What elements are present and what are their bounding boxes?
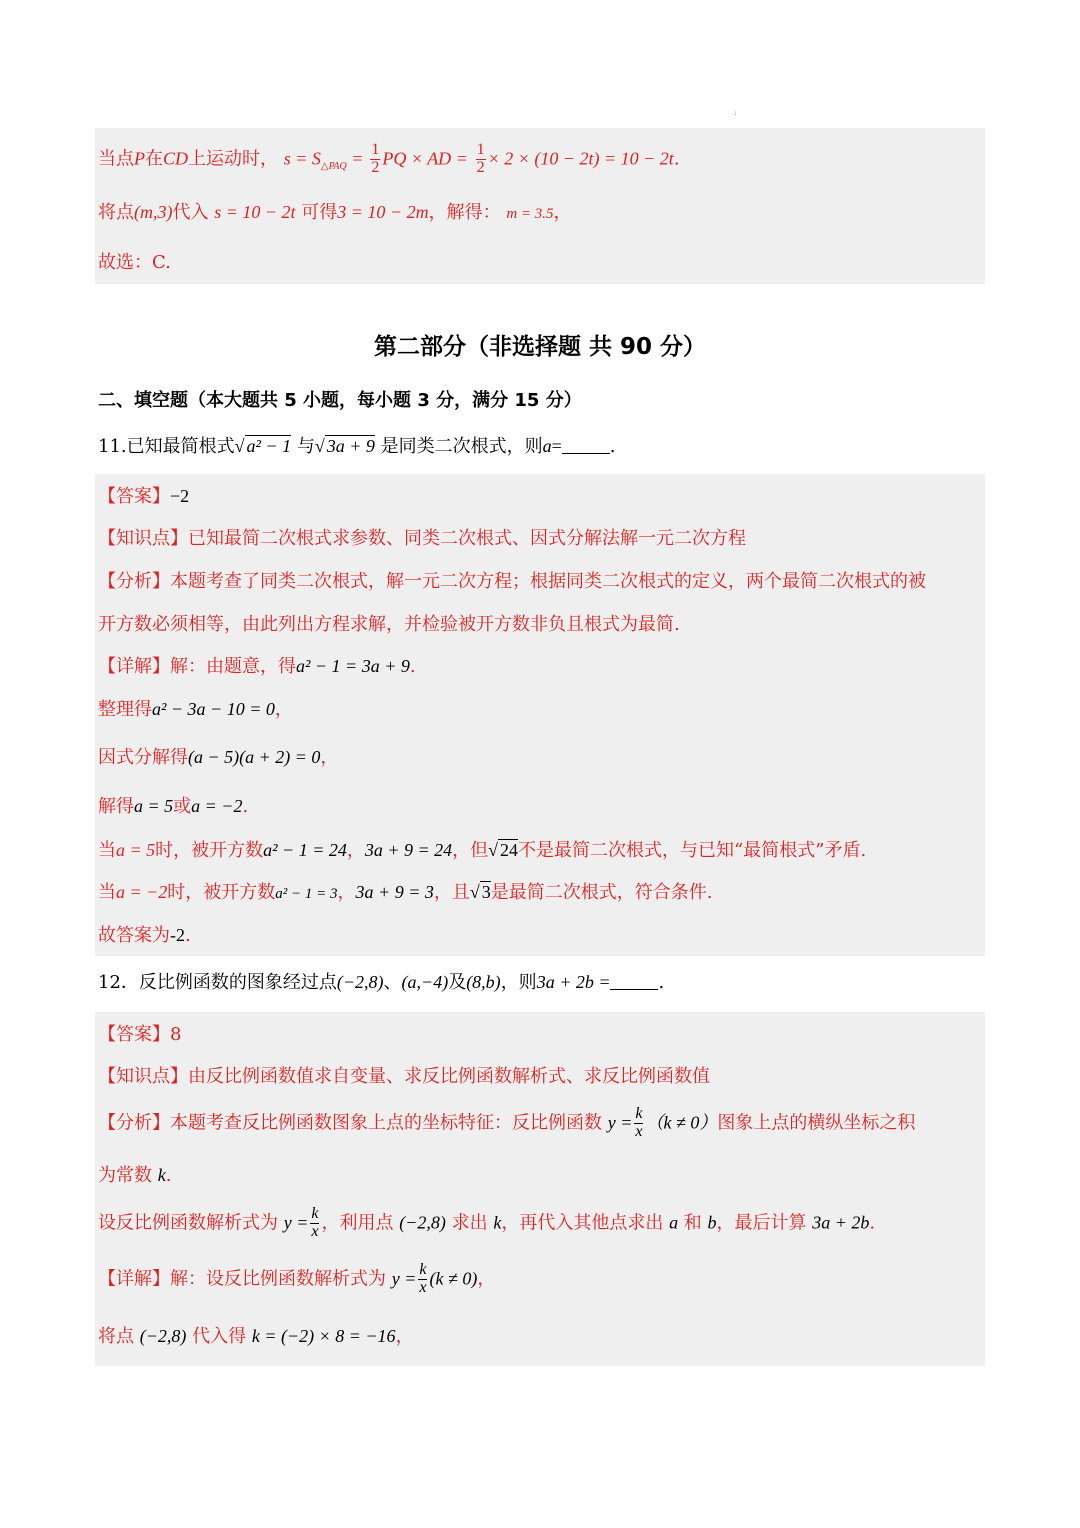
text: 上运动时， [188, 148, 279, 170]
frac-den: 2 [371, 158, 380, 176]
frac-num: 1 [371, 141, 380, 158]
text: ，解得： [428, 202, 501, 223]
frac-den: 2 [476, 158, 485, 176]
a11-answer [98, 486, 189, 508]
tag: 【知识点】 [98, 528, 188, 549]
answer-tag: 【答案】 [98, 486, 170, 507]
math: a² − 1 = 3a + 9 [296, 656, 410, 676]
a12-detail [98, 1262, 495, 1297]
frac-den: x [419, 1278, 427, 1296]
text: 解：由题意，得 [170, 656, 296, 677]
text: ，则 [500, 972, 537, 993]
text: 、 [383, 972, 402, 993]
text: . [242, 796, 249, 817]
math: y = [607, 1112, 633, 1133]
math: (8,b) [466, 972, 501, 992]
text: ， [274, 699, 293, 720]
text: 设反比例函数解析式为 [98, 1212, 278, 1234]
text: 故答案为 [98, 925, 170, 946]
a11-step-1 [98, 699, 293, 721]
a11-knowledge [98, 528, 746, 550]
frac-num: k [419, 1261, 427, 1278]
question-12 [98, 972, 664, 994]
radicand: 24 [500, 840, 519, 860]
math: (k ≠ 0) [429, 1268, 478, 1289]
a11-step-3 [98, 796, 248, 818]
text: 或 [173, 796, 192, 817]
page-mark: : [734, 108, 737, 117]
text: . [165, 1165, 172, 1186]
text: ，但 [452, 840, 489, 861]
sqrt-icon: √ [314, 436, 325, 456]
text: ， [477, 1268, 496, 1290]
a11-analysis-1 [98, 571, 926, 593]
frac-den: x [311, 1222, 319, 1240]
math: a² − 1 = 3 [275, 886, 338, 902]
text: 时，被开方数 [155, 840, 264, 861]
tag: 【详解】 [98, 1268, 170, 1290]
radicand: 3 [481, 882, 491, 902]
math: a = 5 [134, 796, 174, 816]
text: 代入 [172, 202, 209, 223]
math: a [669, 1212, 679, 1233]
text: . [409, 656, 416, 677]
a11-step-2 [98, 747, 338, 769]
math: = [352, 148, 363, 169]
section-heading: 二、填空题（本大题共 5 小题，每小题 3 分，满分 15 分） [98, 390, 582, 411]
text: 12．反比例函数的图象经过点 [98, 972, 337, 993]
a11-analysis-2: 开方数必须相等，由此列出方程求解，并检验被开方数非负且根式为最简. [98, 614, 680, 635]
text: 整理得 [98, 699, 152, 720]
text: 求出 [451, 1212, 488, 1234]
text: 时，被开方数 [167, 882, 276, 903]
text: ，最后计算 [716, 1212, 807, 1234]
math: k [157, 1165, 166, 1185]
text: ，且 [433, 882, 470, 903]
text: ， [320, 747, 339, 768]
math: b [707, 1212, 717, 1233]
math: (a,−4) [401, 972, 449, 992]
a12-analysis-2 [98, 1165, 171, 1187]
answer-tag: 【答案】 [98, 1024, 170, 1045]
answer-value: 8 [170, 1024, 182, 1045]
tag: 【知识点】 [98, 1066, 188, 1087]
math: s = S [283, 148, 321, 169]
text: 代入得 [192, 1326, 247, 1347]
text: 由反比例函数值求自变量、求反比例函数解析式、求反比例函数值 [188, 1066, 710, 1087]
frac-num: k [311, 1205, 319, 1222]
text: . [673, 148, 680, 170]
math: (−2,8) [139, 1326, 187, 1346]
text: 和 [683, 1212, 702, 1234]
radicand: a² − 1 [246, 436, 292, 456]
math: = [551, 436, 562, 456]
math: (−2,8) [336, 972, 384, 992]
math: 3a + 2b = [536, 972, 611, 992]
math: y = [391, 1268, 417, 1289]
text: ，利用点 [321, 1212, 394, 1234]
math: × 2 × (10 − 2t) = 10 − 2t [487, 148, 674, 169]
text: 不是最简二次根式，与已知“最简根式”矛盾. [518, 840, 867, 861]
part-heading: 第二部分（非选择题 共 90 分） [373, 334, 707, 360]
text: ，再代入其他点求出 [501, 1212, 664, 1234]
text: 当 [98, 882, 116, 903]
a11-step-5 [98, 882, 712, 904]
text: 图象上点的横纵坐标之积 [717, 1112, 916, 1134]
fraction [310, 1206, 319, 1241]
text: 本题考查反比例函数图象上点的坐标特征：反比例函数 [170, 1112, 602, 1134]
math: (m,3) [134, 202, 173, 222]
frac-num: k [635, 1105, 643, 1122]
tag: 【分析】 [98, 1112, 170, 1134]
text: 将点 [98, 1326, 134, 1347]
answer-value: −2 [170, 486, 190, 506]
math: k [493, 1212, 502, 1233]
question-11 [98, 436, 615, 458]
text: 当点 [98, 148, 134, 170]
math: a [542, 436, 552, 456]
sqrt-icon: √ [469, 882, 480, 902]
text: 是最简二次根式，符合条件. [490, 882, 713, 903]
math: （k ≠ 0） [645, 1112, 718, 1133]
math: (a − 5)(a + 2) = 0 [188, 747, 321, 767]
fraction [370, 142, 380, 177]
math: P [134, 148, 145, 169]
math: y = [283, 1212, 309, 1233]
radicand: 3a + 9 [326, 436, 375, 456]
fraction [418, 1262, 427, 1297]
math: 3a + 9 = 3 [355, 882, 434, 902]
math-sub: △PAQ [320, 160, 347, 172]
a11-step-6 [98, 925, 191, 947]
frac-den: x [635, 1122, 643, 1140]
tag: 【分析】 [98, 571, 170, 592]
fraction [476, 142, 486, 177]
text: 与 [296, 436, 315, 457]
math: CD [163, 148, 189, 169]
a12-answer [98, 1024, 181, 1046]
text: ， [346, 840, 365, 861]
tag: 【详解】 [98, 656, 170, 677]
math: 3a + 9 = 24 [364, 840, 453, 860]
sqrt-icon: √ [488, 840, 499, 860]
text: 本题考查了同类二次根式，解一元二次方程；根据同类二次根式的定义，两个最简二次根式的被 [170, 571, 926, 592]
math: -2 [170, 925, 185, 945]
text: . [185, 925, 191, 946]
text: ， [337, 882, 356, 903]
math: 3 = 10 − 2m [337, 202, 429, 222]
text: . [869, 1212, 876, 1234]
a11-step-4 [98, 840, 866, 862]
text: ， [395, 1326, 414, 1347]
text: . [609, 436, 616, 457]
a12-analysis-1 [98, 1106, 915, 1141]
text: 及 [448, 972, 467, 993]
math: a = 5 [116, 840, 156, 860]
text: 可得 [301, 202, 338, 223]
prev-solution-line-3: 故选：C. [98, 252, 171, 273]
math: k = (−2) × 8 = −16 [251, 1326, 396, 1346]
math: a² − 1 = 24 [263, 840, 347, 860]
a11-detail [98, 656, 416, 678]
text: 是同类二次根式，则 [380, 436, 543, 457]
math: a² − 3a − 10 = 0 [152, 699, 275, 719]
text: 将点 [98, 202, 134, 223]
text: 11.已知最简根式 [98, 436, 235, 457]
prev-solution-line-1 [98, 142, 680, 177]
text: 解得 [98, 796, 134, 817]
text: 因式分解得 [98, 747, 188, 768]
prev-solution-line-2 [98, 202, 572, 224]
math: a = −2 [191, 796, 243, 816]
answer-blank[interactable] [610, 973, 658, 990]
math: 3a + 2b [812, 1212, 870, 1233]
a12-step-1 [98, 1326, 414, 1348]
math: m = 3.5 [506, 206, 554, 222]
frac-num: 1 [476, 141, 485, 158]
text: 在 [145, 148, 163, 170]
text: 为常数 [98, 1165, 152, 1186]
text: 当 [98, 840, 116, 861]
a12-knowledge [98, 1066, 710, 1088]
math: s = 10 − 2t [214, 202, 296, 222]
answer-blank[interactable] [562, 437, 610, 454]
text: . [658, 972, 665, 993]
text: 已知最简二次根式求参数、同类二次根式、因式分解法解一元二次方程 [188, 528, 746, 549]
text: ， [553, 202, 572, 223]
text: 解：设反比例函数解析式为 [170, 1268, 386, 1290]
math: PQ × AD = [382, 148, 468, 169]
math: a = −2 [116, 882, 168, 902]
fraction [634, 1106, 643, 1141]
sqrt-icon: √ [234, 436, 245, 456]
a12-analysis-3 [98, 1206, 875, 1241]
math: (−2,8) [399, 1212, 446, 1233]
